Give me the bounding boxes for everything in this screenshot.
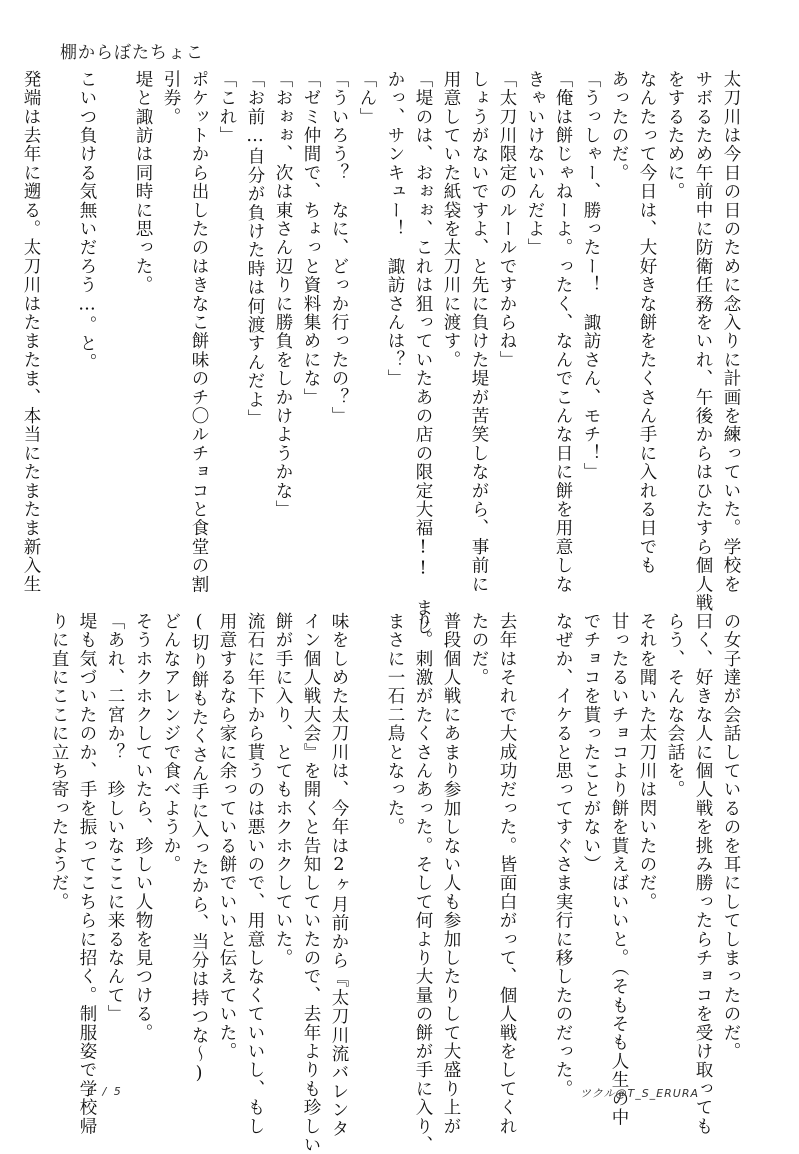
text-column: 味をしめた太刀川は、今年は2ヶ月前から『太刀川流バレンタ <box>329 612 349 1139</box>
text-column: 堤も気づいたのか、手を振ってこちらに招く。制服姿で学校帰 <box>77 612 97 1136</box>
text-column: り。刺激がたくさんあった。そして何より大量の餅が手に入り、 <box>413 612 433 1154</box>
text-column: 餅が手に入り、とてもホクホクしていた。 <box>273 612 293 968</box>
text-column: まさに一石二鳥となった。 <box>385 612 405 837</box>
text-column: らう、そんな会話を。 <box>665 612 685 799</box>
text-column: 「ゼミ仲間で、ちょっと資料集めにな」 <box>301 70 321 407</box>
text-column: なんたって今日は、大好きな餅をたくさん手に入れる日でも <box>637 70 657 575</box>
text-column: をするために。 <box>665 70 685 201</box>
text-column: ポケットから出したのはきなこ餅味のチ〇ルチョコと食堂の割 <box>189 70 209 594</box>
body-text-upper <box>21 70 741 636</box>
text-column <box>356 612 375 631</box>
text-column: 「堤のは、おぉぉ、これは狙っていたあの店の限定大福!! まじ <box>413 70 433 636</box>
text-column <box>104 70 123 89</box>
text-column: どんなアレンジで食べようか。 <box>161 612 181 874</box>
text-column: の女子達が会話しているのを耳にしてしまったのだ。 <box>721 612 741 1061</box>
text-column: 去年はそれで大成功だった。皆面白がって、個人戦をしてくれ <box>497 612 517 1136</box>
text-column: 「俺は餅じゃねーよ。ったく、なんでこんな日に餅を用意しな <box>553 70 573 594</box>
text-column: 「ん」 <box>357 70 377 127</box>
text-column: 甘ったるいチョコより餅を貰えばいいと。（そもそも人生の中 <box>609 612 629 1127</box>
text-column: 「太刀川限定のルールですからね」 <box>497 70 517 370</box>
page-title: 棚からぼたちょこ <box>60 43 204 63</box>
text-column: 用意するなら家に余っている餅でいいと伝えていた。 <box>217 612 237 1061</box>
author-credit: ツクル@T_S_ERURA <box>579 1087 699 1100</box>
text-column: そうホクホクしていたら、珍しい人物を見つける。 <box>133 612 153 1043</box>
text-column: 太刀川は今日の日のために念入りに計画を練っていた。学校を <box>721 70 741 594</box>
text-column: それを聞いた太刀川は閃いたのだ。 <box>637 612 657 912</box>
text-column: 「うっしゃー、勝ったー！ 諏訪さん、モチ！」 <box>581 70 601 482</box>
text-column: 「あれ、二宮か？ 珍しいなここに来るなんて」 <box>105 612 125 1024</box>
text-column: (切り餅もたくさん手に入ったから、当分は持つな～) <box>189 612 209 1085</box>
text-column: 用意していた紙袋を太刀川に渡す。 <box>441 70 461 370</box>
text-column: 流石に年下から貰うのは悪いので、用意しなくていいし、もし <box>245 612 265 1136</box>
text-column: 曰く、好きな人に個人戦を挑み勝ったらチョコを受け取っても <box>693 612 713 1136</box>
text-column: なぜか、イケると思ってすぐさま実行に移したのだった。 <box>553 612 573 1099</box>
text-column: 普段個人戦にあまり参加しない人も参加したりして大盛り上が <box>441 612 461 1136</box>
text-column: こいつ負ける気無いだろう…。と。 <box>77 70 97 372</box>
text-column: でチョコを貰ったことがない） <box>581 612 601 874</box>
text-column: 発端は去年に遡る。太刀川はたまたま、本当にたまたま新入生 <box>21 70 41 594</box>
text-column: 「お前…自分が負けた時は何渡すんだよ」 <box>245 70 265 428</box>
text-column: たのだ。 <box>469 612 489 687</box>
page-number: 1 / 5 <box>88 1085 123 1098</box>
text-column: 「これ」 <box>217 70 237 145</box>
text-column: りに直にここに立ち寄ったようだ。 <box>49 612 69 912</box>
text-column: きゃいけないんだよ」 <box>525 70 545 257</box>
text-column: 「ういろう？ なに、どっか行ったの？」 <box>329 70 349 426</box>
text-column: 引券。 <box>161 70 181 127</box>
text-column: しょうがないですよ、と先に負けた堤が苦笑しながら、事前に <box>469 70 489 594</box>
text-column: かっ、サンキュー！ 諏訪さんは？」 <box>385 70 405 388</box>
text-column: あったのだ。 <box>609 70 629 183</box>
text-column <box>48 70 67 89</box>
text-column: 「おぉぉ、次は東さん辺りに勝負をしかけようかな」 <box>273 70 293 519</box>
text-column: イン個人戦大会』を開くと告知していたので、去年よりも珍しい <box>301 612 321 1154</box>
text-column: 堤と諏訪は同時に思った。 <box>133 70 153 295</box>
text-column: サボるため午前中に防衛任務をいれ、午後からはひたすら個人戦 <box>693 70 713 613</box>
text-column <box>524 612 543 631</box>
